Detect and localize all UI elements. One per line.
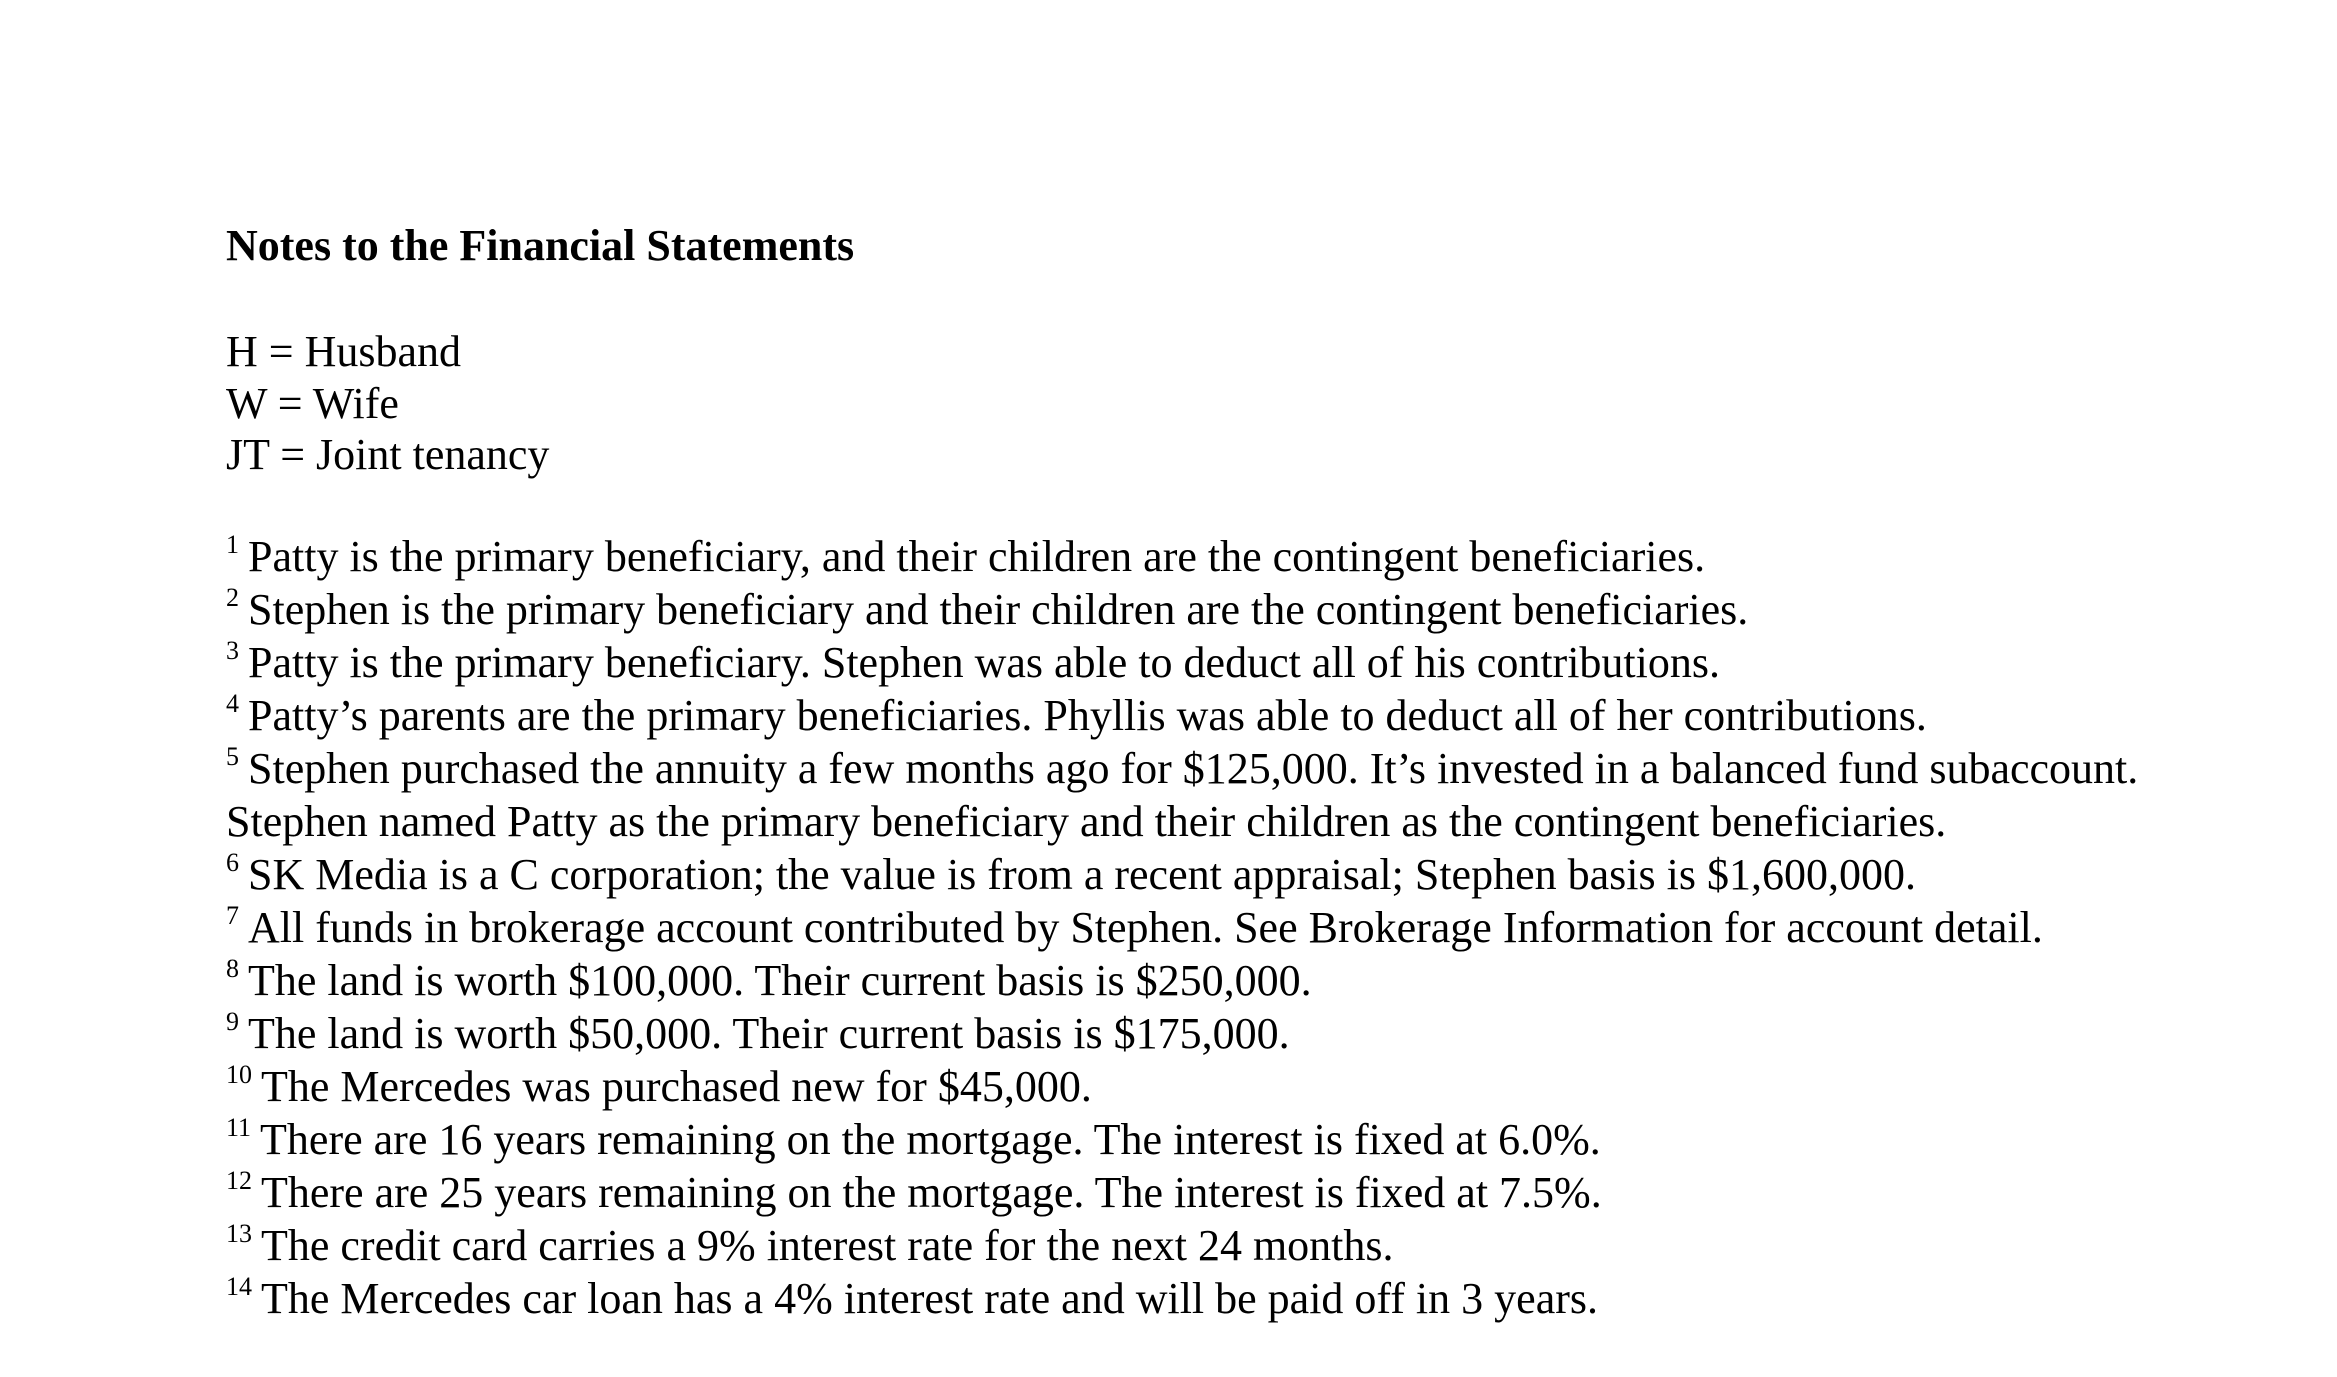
footnote-number: 2 [226,583,239,612]
note-item [226,742,2138,795]
note-text: The land is worth $100,000. Their current basis is $250,000. [248,956,1312,1005]
note-item [226,689,2138,742]
footnote-number: 5 [226,742,239,771]
footnote-number: 6 [226,848,239,877]
note-item [226,954,2138,1007]
note-item [226,1219,2138,1272]
page-title: Notes to the Financial Statements [226,221,855,270]
note-item [226,901,2138,954]
footnote-number: 9 [226,1007,239,1036]
footnote-number: 7 [226,901,239,930]
note-item [226,1060,2138,1113]
note-text: The Mercedes car loan has a 4% interest rate and will be paid off in 3 years. [261,1274,1598,1323]
note-text: All funds in brokerage account contributed by Stephen. See Brokerage Information for account detail. [248,903,2043,952]
footnote-number: 11 [226,1113,252,1142]
footnote-number: 13 [226,1219,252,1248]
footnote-number: 14 [226,1272,252,1301]
notes-list [226,530,2138,1325]
note-continuation [226,795,2138,848]
note-item [226,1272,2138,1325]
note-item [226,583,2138,636]
note-text: Stephen is the primary beneficiary and their children are the contingent beneficiaries. [248,585,1749,634]
note-text: Patty is the primary beneficiary, and their children are the contingent beneficiaries. [248,532,1706,581]
footnote-number: 3 [226,636,239,665]
note-text: There are 25 years remaining on the mortgage. The interest is fixed at 7.5%. [261,1168,1602,1217]
abbreviation-legend [226,326,549,481]
note-item [226,848,2138,901]
note-text: Patty is the primary beneficiary. Stephen was able to deduct all of his contributions. [248,638,1721,687]
note-text: The land is worth $50,000. Their current basis is $175,000. [248,1009,1290,1058]
note-text: Stephen purchased the annuity a few months ago for $125,000. It’s invested in a balanced fund subaccount. [248,744,2139,793]
footnote-number: 4 [226,689,239,718]
note-item [226,1166,2138,1219]
footnote-number: 1 [226,530,239,559]
note-text: Stephen named Patty as the primary beneficiary and their children as the contingent beneficiaries. [226,797,1947,846]
legend-item: H = Husband [226,327,462,376]
footnote-number: 10 [226,1060,252,1089]
note-text: The Mercedes was purchased new for $45,000. [261,1062,1092,1111]
note-item [226,636,2138,689]
footnote-number: 12 [226,1166,252,1195]
note-text: The credit card carries a 9% interest rate for the next 24 months. [261,1221,1394,1270]
note-text: Patty’s parents are the primary beneficiaries. Phyllis was able to deduct all of her contributions. [248,691,1927,740]
legend-item: JT = Joint tenancy [226,430,550,479]
note-item [226,1113,2138,1166]
note-item [226,1007,2138,1060]
note-text: There are 16 years remaining on the mortgage. The interest is fixed at 6.0%. [260,1115,1601,1164]
legend-item: W = Wife [226,378,399,428]
footnote-number: 8 [226,954,239,983]
note-item [226,530,2138,583]
note-text: SK Media is a C corporation; the value is from a recent appraisal; Stephen basis is $1,600,000. [248,850,1916,899]
